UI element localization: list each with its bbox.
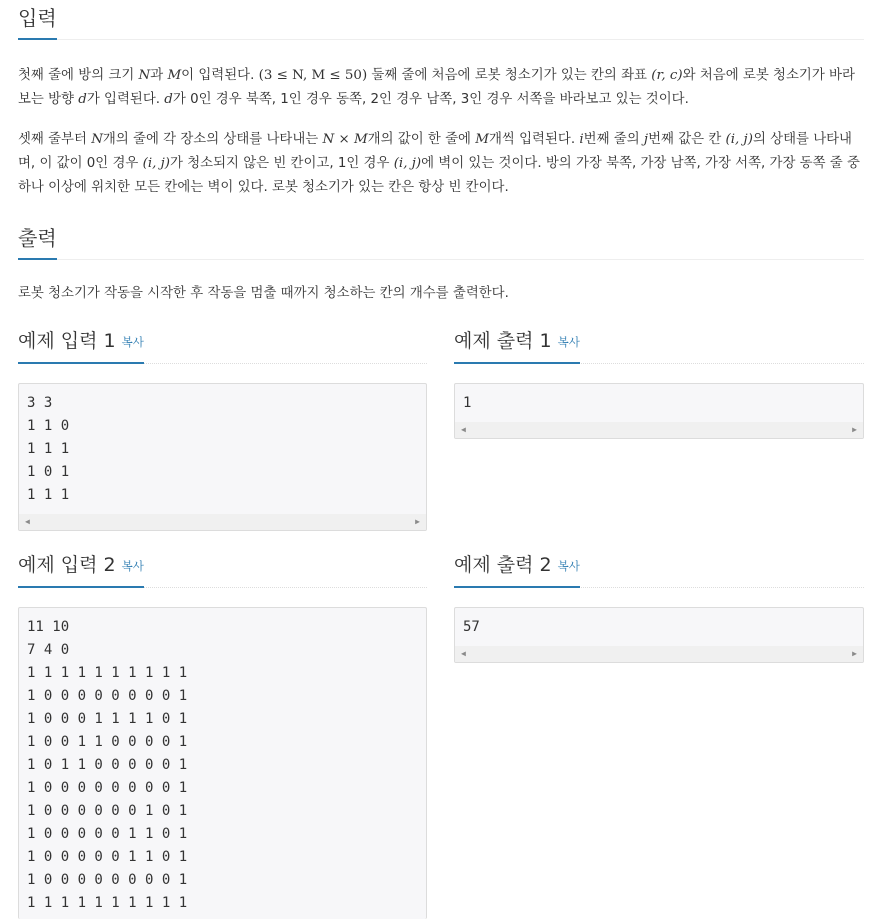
scroll-right-icon[interactable]: ▶ [852,649,857,658]
scroll-right-icon[interactable]: ▶ [415,517,420,526]
output-section-header [18,226,864,260]
input-section-title: 입력 [18,6,57,40]
sample-input-1-box[interactable] [18,383,427,531]
sample-output-1-title: 예제 출력 1 [454,330,552,352]
sample-input-2-code: 11 10 7 4 0 1 1 1 1 1 1 1 1 1 1 1 0 0 0 0 0 0 0 0 1 1 0 0 0 1 1 1 1 0 1 1 0 0 1 1 0 0 0 0 1 1 0 1 1 0 0 0 0 0 1 1 0 0 0 0 0 0 0 0 1 1 0 0 0 0 0 0 1 0 1 1 0 0 0 0 0 1 1 0 1 1 0 0 0 0 0 1 1 0 1 1 0 0 0 0 0 0 0 0 1 1 1 1 1 1 1 1 1 1 1 [27,619,188,911]
scroll-left-icon[interactable]: ◀ [461,649,466,658]
copy-sample-input-1-button[interactable]: 복사 [121,334,144,349]
sample-output-1-box[interactable] [454,383,864,439]
sample-output-2-title: 예제 출력 2 [454,554,552,576]
scroll-left-icon[interactable]: ◀ [461,425,466,434]
output-description: 로봇 청소기가 작동을 시작한 후 작동을 멈출 때까지 청소하는 칸의 개수를 출력한다. [18,286,509,301]
output-section-title: 출력 [18,226,57,260]
sample-output-2-header [454,553,864,588]
sample-output-1-header [454,329,864,364]
scroll-right-icon[interactable]: ▶ [852,425,857,434]
sample-output-1-scrollbar[interactable] [455,422,863,438]
sample-input-1-header [18,329,427,364]
scroll-left-icon[interactable]: ◀ [25,517,30,526]
sample-input-2-header [18,553,427,588]
sample-output-1-code: 1 [463,395,472,411]
input-description-p2: 셋째 줄부터 N개의 줄에 각 장소의 상태를 나타내는 N × M개의 값이 한 줄에 M개씩 입력된다. i번째 줄의 j번째 값은 칸 (i, j)의 상태를 나타내며, 이 값이 0인 경우 (i, j)가 청소되지 않은 빈 칸이고, 1인 경우 (i, j)에 벽이 있는 것이다. 방의 가장 북쪽, 가장 남쪽, 가장 서쪽, 가장 동쪽 줄 중 하나 이상에 위치한 모든 칸에는 벽이 있다. 로봇 청소기가 있는 칸은 항상 빈 칸이다. [18,132,860,195]
sample-input-1-scrollbar[interactable] [19,514,426,530]
sample-output-2-scrollbar[interactable] [455,646,863,662]
copy-sample-output-1-button[interactable]: 복사 [557,334,580,349]
sample-input-2-box[interactable] [18,607,427,919]
input-section-header [18,6,864,40]
sample-output-2-box[interactable] [454,607,864,663]
sample-input-2-title: 예제 입력 2 [18,554,116,576]
copy-sample-input-2-button[interactable]: 복사 [121,558,144,573]
sample-input-1-code: 3 3 1 1 0 1 1 1 1 0 1 1 1 1 [27,395,70,503]
input-description-p1: 첫째 줄에 방의 크기 N과 M이 입력된다. (3 ≤ N, M ≤ 50) 둘째 줄에 처음에 로봇 청소기가 있는 칸의 좌표 (r, c)와 처음에 로봇 청소기가 바라보는 방향 d가 입력된다. d가 0인 경우 북쪽, 1인 경우 동쪽, 2인 경우 남쪽, 3인 경우 서쪽을 바라보고 있는 것이다. [18,68,855,107]
sample-output-2-code: 57 [463,619,480,635]
sample-input-1-title: 예제 입력 1 [18,330,116,352]
copy-sample-output-2-button[interactable]: 복사 [557,558,580,573]
